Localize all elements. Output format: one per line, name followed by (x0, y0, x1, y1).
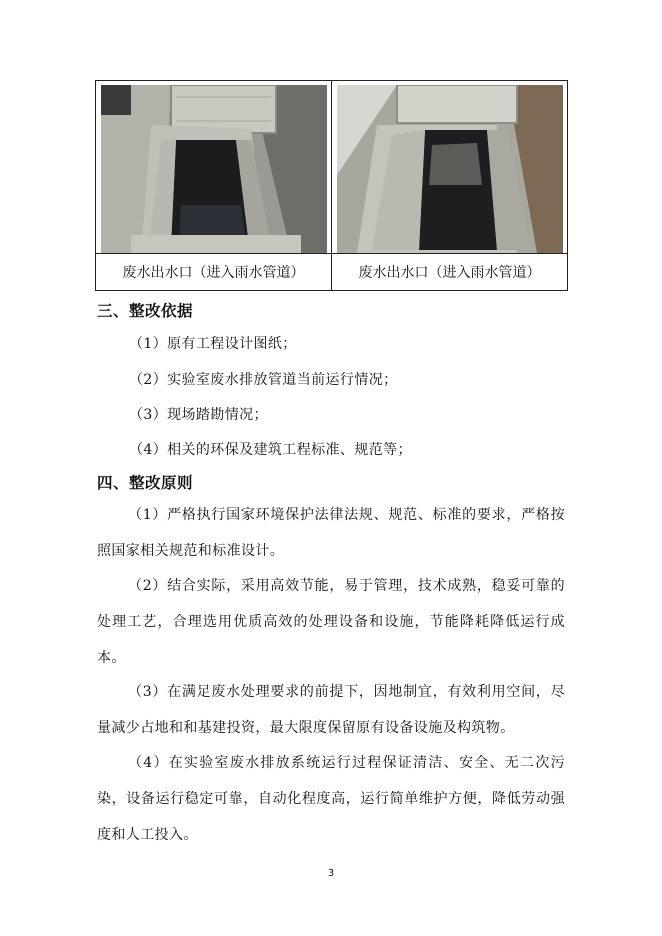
basis-item-3: （3）现场踏勘情况； (129, 407, 268, 423)
section-heading-basis: 三、整改依据 (97, 302, 194, 320)
basis-item-4: （4）相关的环保及建筑工程标准、规范等； (129, 442, 412, 458)
drain-outlet-photo-left (101, 85, 327, 253)
photo-cell-right (332, 81, 568, 254)
principle-paragraph-1: （1）严格执行国家环境保护法律法规、规范、标准的要求，严格按照国家相关规范和标准设计。 (97, 507, 565, 559)
principle-paragraph-3: （3）在满足废水处理要求的前提下，因地制宜，有效利用空间，尽量减少占地和和基建投资，最大限度保留原有设备设施及构筑物。 (97, 684, 565, 736)
principle-paragraph-2: （2）结合实际，采用高效节能，易于管理，技术成熟，稳妥可靠的处理工艺，合理选用优质高效的处理设备和设施，节能降耗降低运行成本。 (97, 578, 565, 666)
photo-table (95, 80, 568, 291)
drain-outlet-photo-right (337, 85, 563, 253)
basis-item-1: （1）原有工程设计图纸； (129, 336, 297, 352)
basis-item-2: （2）实验室废水排放管道当前运行情况； (129, 372, 398, 388)
principle-paragraph-4: （4）在实验室废水排放系统运行过程保证清洁、安全、无二次污染，设备运行稳定可靠，自动化程度高，运行简单维护方便，降低劳动强度和人工投入。 (97, 755, 565, 843)
photo-caption-left: 废水出水口（进入雨水管道） (96, 254, 332, 291)
page-number: 3 (327, 868, 335, 879)
photo-caption-right: 废水出水口（进入雨水管道） (332, 254, 568, 291)
photo-cell-left (96, 81, 332, 254)
section-heading-principles: 四、整改原则 (97, 474, 194, 492)
